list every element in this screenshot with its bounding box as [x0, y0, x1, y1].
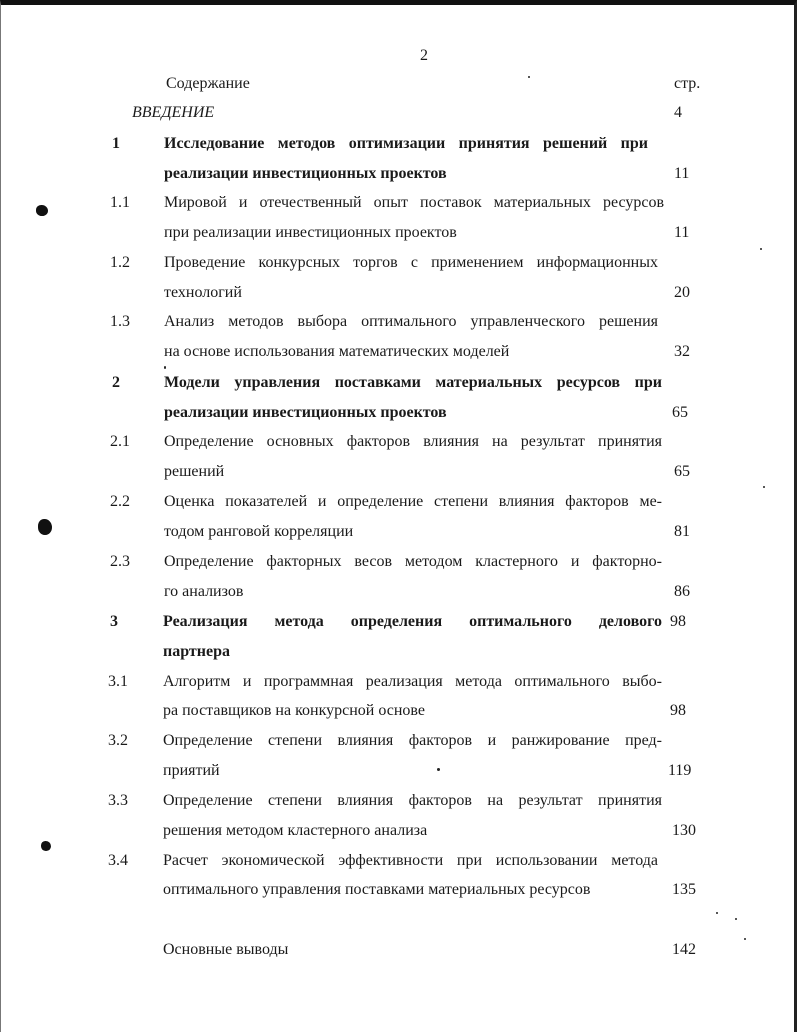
subsection-page: 11 [674, 224, 690, 241]
subsection-title-line2: ра поставщиков на конкурсной основе [163, 702, 425, 719]
subsection-number: 3.1 [108, 673, 128, 690]
scan-blot [38, 519, 52, 535]
subsection-title-line2: решений [164, 463, 225, 480]
scan-speck [164, 366, 166, 369]
subsection-title-line1: Мировой и отечественный опыт поставок материальных ресурсов [164, 194, 664, 211]
subsection-page: 119 [668, 762, 692, 779]
scan-speck [716, 912, 718, 914]
section-page: 11 [674, 165, 690, 182]
subsection-number: 3.3 [108, 792, 128, 809]
subsection-title-line1: Определение факторных весов методом кластерного и факторно- [164, 553, 662, 570]
section-title-line1: Исследование методов оптимизации принятия решений при [164, 135, 648, 152]
subsection-page: 98 [670, 702, 686, 719]
subsection-page: 65 [674, 463, 690, 480]
subsection-title-line1: Оценка показателей и определение степени влияния факторов ме- [164, 493, 662, 510]
section-page: 65 [672, 404, 688, 421]
subsection-number: 2.1 [110, 433, 130, 450]
subsection-number: 1.2 [110, 254, 130, 271]
section-page: 98 [670, 613, 686, 630]
page-column-header: стр. [674, 75, 701, 92]
scan-speck [744, 938, 746, 940]
subsection-page: 130 [672, 822, 696, 839]
section-title-line2: реализации инвестиционных проектов [164, 165, 447, 182]
scan-speck [735, 918, 737, 920]
subsection-number: 1.3 [110, 313, 130, 330]
toc-title: Содержание [166, 75, 250, 92]
section-title-line2: реализации инвестиционных проектов [164, 404, 447, 421]
subsection-title-line2: на основе использования математических моделей [164, 343, 510, 360]
section-title-line1: Модели управления поставками материальных ресурсов при [164, 374, 662, 391]
scan-speck [763, 486, 765, 488]
subsection-title-line1: Определение степени влияния факторов на результат принятия [163, 792, 662, 809]
subsection-title-line2: тодом ранговой корреляции [164, 523, 354, 540]
page-number: 2 [420, 47, 428, 64]
subsection-title-line2: го анализов [164, 583, 244, 600]
scan-speck [437, 768, 440, 771]
scan-speck [528, 76, 530, 78]
scan-blot [36, 205, 48, 216]
subsection-title-line2: при реализации инвестиционных проектов [164, 224, 457, 241]
subsection-page: 20 [674, 284, 690, 301]
scan-speck [760, 248, 762, 250]
section-number: 3 [110, 613, 118, 630]
subsection-title-line1: Определение основных факторов влияния на результат принятия [164, 433, 662, 450]
subsection-number: 1.1 [110, 194, 130, 211]
section-number: 1 [112, 135, 120, 152]
subsection-title-line2: решения методом кластерного анализа [163, 822, 428, 839]
subsection-number: 2.3 [110, 553, 130, 570]
subsection-page: 135 [672, 881, 696, 898]
subsection-page: 32 [674, 343, 690, 360]
subsection-page: 86 [674, 583, 690, 600]
subsection-page: 81 [674, 523, 690, 540]
subsection-title-line2: оптимального управления поставками материальных ресурсов [163, 881, 591, 898]
section-number: 2 [112, 374, 120, 391]
subsection-title-line1: Алгоритм и программная реализация метода оптимального выбо- [163, 673, 662, 690]
conclusions-page: 142 [672, 941, 696, 958]
subsection-title-line2: технологий [164, 284, 242, 301]
conclusions-label: Основные выводы [163, 941, 289, 958]
intro-label: ВВЕДЕНИЕ [132, 104, 215, 121]
subsection-number: 3.2 [108, 732, 128, 749]
subsection-title-line1: Определение степени влияния факторов и ранжирование пред- [163, 732, 662, 749]
subsection-title-line1: Расчет экономической эффективности при использовании метода [163, 852, 658, 869]
intro-page: 4 [674, 104, 682, 121]
scan-blot [41, 841, 51, 851]
subsection-title-line1: Анализ методов выбора оптимального управленческого решения [164, 313, 658, 330]
subsection-number: 3.4 [108, 852, 128, 869]
subsection-number: 2.2 [110, 493, 130, 510]
subsection-title-line1: Проведение конкурсных торгов с применением информационных [164, 254, 658, 271]
section-title-line2: партнера [163, 643, 230, 660]
section-title-line1: Реализация метода определения оптимального делового [163, 613, 662, 630]
subsection-title-line2: приятий [163, 762, 220, 779]
